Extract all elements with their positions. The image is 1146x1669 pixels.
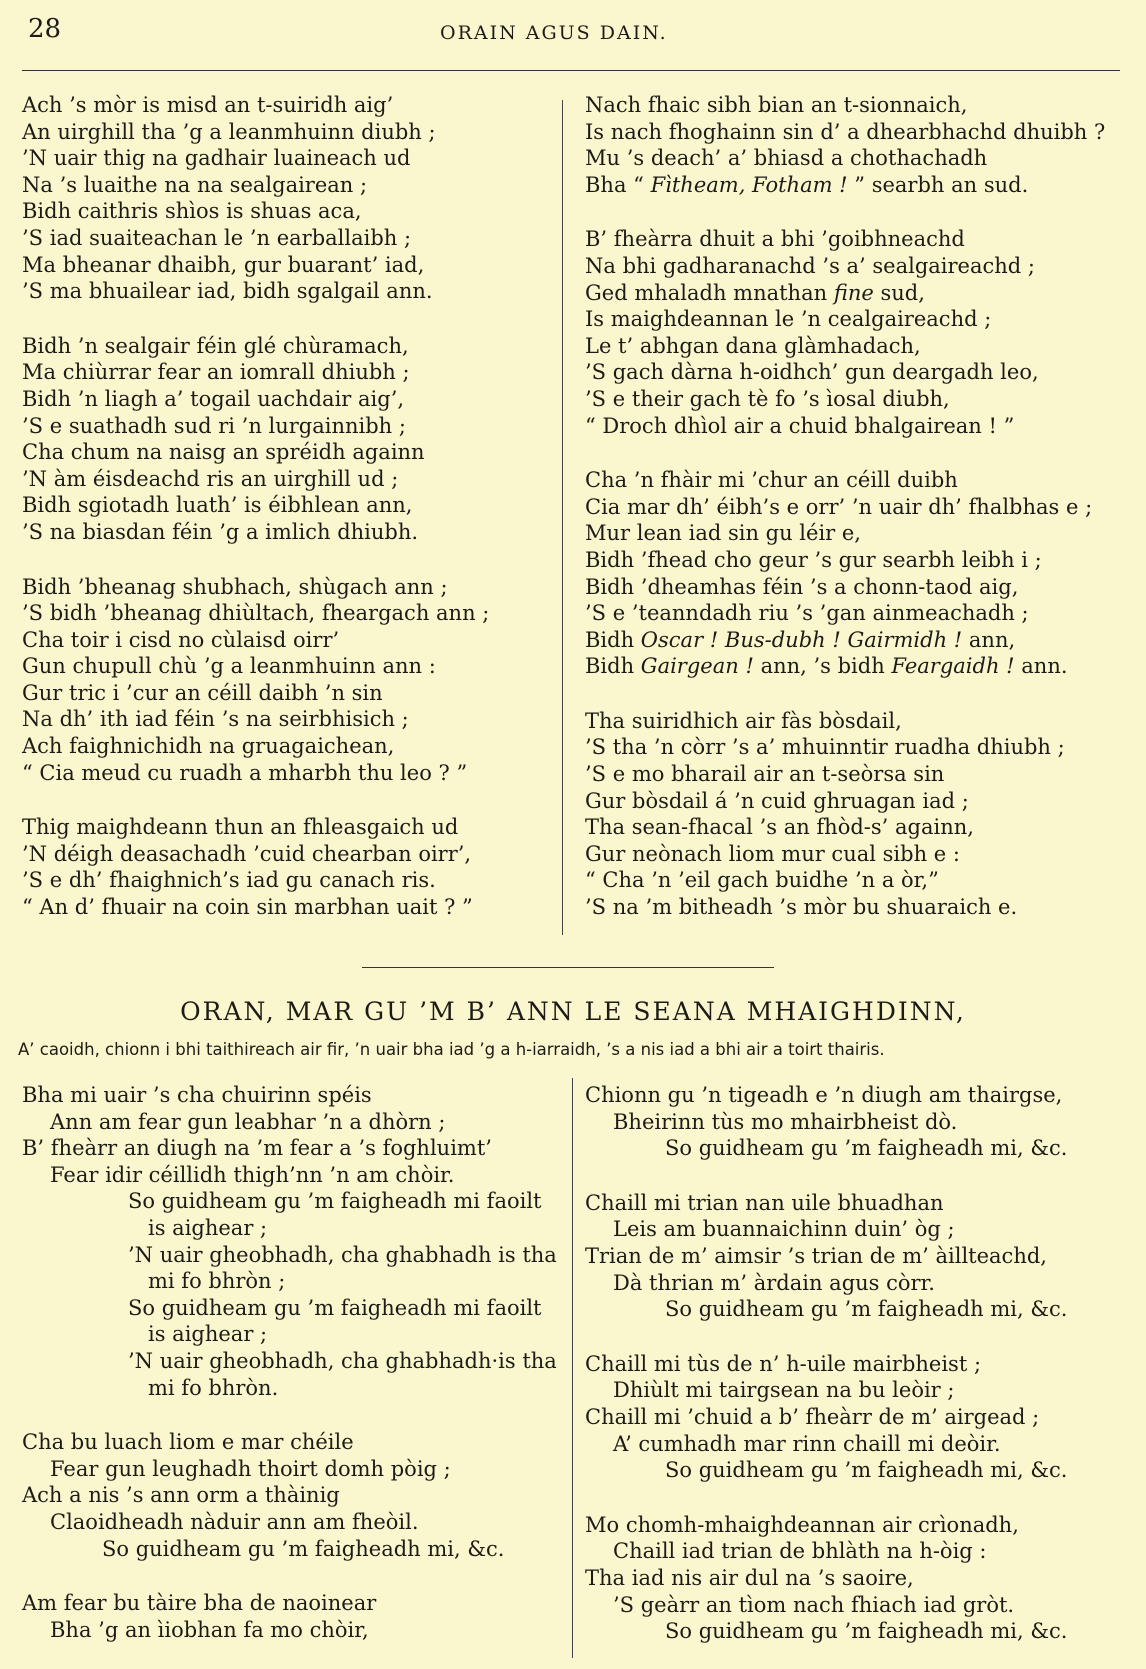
- verse-line: Dhiùlt mi tairgsean na bu leòir ;: [613, 1378, 955, 1403]
- verse-line: ’S e suathadh sud ri ’n lurgainnibh ;: [22, 413, 406, 438]
- italic-phrase: fine: [833, 280, 874, 305]
- verse-line: Bidh ’n sealgair féin glé chùramach,: [22, 333, 409, 358]
- song-subtitle: A’ caoidh, chionn i bhi taithireach air fir, ’n uair bha iad ’g a h-iarraidh, ’s a nis iad a bhi air a toirt thairis.: [18, 1040, 885, 1059]
- verse-line: Chaill mi ’chuid a b’ fheàrr de m’ airgead ;: [585, 1404, 1040, 1429]
- verse-line: Chaill mi trian nan uile bhuadhan: [585, 1190, 944, 1215]
- verse-line: Ged mhaladh mnathan fine sud,: [585, 280, 925, 305]
- stanza-gap: [22, 546, 489, 574]
- song-left-column: [22, 1082, 557, 1643]
- verse-line: Is maighdeannan le ’n cealgaireachd ;: [585, 307, 992, 332]
- verse-line: Gur bòsdail á ’n cuid ghruagan iad ;: [585, 788, 969, 813]
- column-divider: [562, 100, 563, 935]
- song-title: ORAN, MAR GU ’M B’ ANN LE SEANA MHAIGHDINN,: [180, 997, 966, 1026]
- verse-line: ’N déigh deasachadh ’cuid chearban oirr’,: [22, 841, 472, 866]
- verse-line: Claoidheadh nàduir ann am fheòil.: [50, 1509, 419, 1534]
- verse-line: Tha suiridhich air fàs bòsdail,: [585, 708, 902, 733]
- stanza-gap: [585, 680, 1105, 708]
- verse-line: Gun chupull chù ’g a leanmhuinn ann :: [22, 654, 436, 679]
- verse-line: Bha “ Fìtheam, Fotham ! ” searbh an sud.: [585, 172, 1029, 197]
- stanza-gap: [585, 198, 1105, 226]
- verse-line: Chionn gu ’n tigeadh e ’n diugh am thairgse,: [585, 1083, 1063, 1107]
- verse-line: ’N uair thig na gadhair luaineach ud: [22, 146, 411, 171]
- verse-line: Ach a nis ’s ann orm a thàinig: [22, 1483, 340, 1508]
- verse-line: Cha ’n fhàir mi ’chur an céill duibh: [585, 468, 958, 493]
- verse-line: ’S na ’m bitheadh ’s mòr bu shuaraich e.: [585, 895, 1018, 920]
- column-divider: [572, 1078, 573, 1658]
- refrain-line: So guidheam gu ’m faigheadh mi, &c.: [665, 1619, 1068, 1644]
- verse-line: ’S e mo bharail air an t-seòrsa sin: [585, 762, 945, 787]
- verse-line: Chaill mi tùs de n’ h-uile mairbheist ;: [585, 1351, 982, 1376]
- verse-line: Gur neònach liom mur cual sibh e :: [585, 841, 960, 866]
- stanza-gap: [585, 1162, 1067, 1190]
- verse-line: Cha chum na naisg an spréidh againn: [22, 440, 425, 465]
- verse-line: Ma bheanar dhaibh, gur buarant’ iad,: [22, 252, 425, 277]
- refrain-line: mi fo bhròn.: [148, 1375, 279, 1400]
- verse-line: Fear gun leughadh thoirt domh pòig ;: [50, 1456, 451, 1481]
- verse-line: ’S geàrr an tìom nach fhiach iad gròt.: [613, 1592, 1015, 1617]
- verse-line: Ann am fear gun leabhar ’n a dhòrn ;: [50, 1109, 446, 1134]
- verse-line: Fear idir céillidh thigh’nn ’n am chòir.: [50, 1162, 455, 1187]
- refrain-line: So guidheam gu ’m faigheadh mi faoilt: [128, 1189, 542, 1214]
- verse-line: Tha sean-fhacal ’s an fhòd-s’ againn,: [585, 815, 974, 840]
- verse-line: ’S gach dàrna h-oidhch’ gun deargadh leo,: [585, 360, 1039, 385]
- verse-line: Bha ’g an ìiobhan fa mo chòir,: [50, 1617, 369, 1642]
- verse-line: ’S e ’teanndadh riu ’s ’gan ainmeachadh ;: [585, 601, 1029, 626]
- refrain-line: mi fo bhròn ;: [148, 1269, 286, 1294]
- page-number: 28: [28, 14, 62, 44]
- refrain-line: So guidheam gu ’m faigheadh mi, &c.: [665, 1297, 1068, 1322]
- stanza-gap: [22, 305, 489, 333]
- verse-line: ’S iad suaiteachan le ’n earballaibh ;: [22, 225, 412, 250]
- verse-line: “ Cha ’n ’eil gach buidhe ’n a òr,”: [585, 868, 939, 893]
- verse-line: Bidh sgiotadh luath’ is éibhlean ann,: [22, 493, 413, 518]
- verse-line: ’S na biasdan féin ’g a imlich dhiubh.: [22, 519, 419, 544]
- verse-line: Na dh’ ith iad féin ’s na seirbhisich ;: [22, 707, 409, 732]
- running-title: ORAIN AGUS DAIN.: [440, 22, 668, 44]
- verse-line: Cha bu luach liom e mar chéile: [22, 1430, 354, 1455]
- stanza-gap: [585, 439, 1105, 467]
- section-rule: [362, 967, 774, 968]
- verse-line: Gur tric i ’cur an céill daibh ’n sin: [22, 680, 383, 705]
- verse-line: Bidh caithris shìos is shuas aca,: [22, 199, 362, 224]
- stanza-gap: [585, 1484, 1067, 1512]
- verse-line: Mu ’s deach’ a’ bhiasd a chothachadh: [585, 146, 988, 171]
- verse-line: Mo chomh-mhaighdeannan air crìonadh,: [585, 1512, 1019, 1537]
- verse-line: Mur lean iad sin gu léir e,: [585, 521, 861, 546]
- verse-line: Na bhi gadharanachd ’s a’ sealgaireachd ;: [585, 253, 1035, 278]
- refrain-line: So guidheam gu ’m faigheadh mi, &c.: [102, 1536, 505, 1561]
- verse-line: ’N àm éisdeachd ris an uirghill ud ;: [22, 466, 399, 491]
- verse-line: Na ’s luaithe na na sealgairean ;: [22, 172, 368, 197]
- verse-line: “ Cia meud cu ruadh a mharbh thu leo ? ”: [22, 760, 468, 785]
- refrain-line: So guidheam gu ’m faigheadh mi, &c.: [665, 1136, 1068, 1161]
- verse-line: Dà thrian m’ àrdain agus còrr.: [613, 1270, 935, 1295]
- verse-line: ’S ma bhuailear iad, bidh sgalgail ann.: [22, 279, 433, 304]
- refrain-line: is aighear ;: [148, 1322, 268, 1347]
- verse-line: Ach faighnichidh na gruagaichean,: [22, 734, 395, 759]
- header-rule: [22, 70, 1120, 71]
- stanza-gap: [22, 1562, 557, 1590]
- verse-line: Trian de m’ aimsir ’s trian de m’ àillteachd,: [585, 1243, 1047, 1268]
- poem-right-column: [585, 92, 1105, 921]
- verse-line: Ma chiùrrar fear an iomrall dhiubh ;: [22, 360, 410, 385]
- verse-line: An uirghill tha ’g a leanmhuinn diubh ;: [22, 119, 436, 144]
- refrain-line: So guidheam gu ’m faigheadh mi faoilt: [128, 1295, 542, 1320]
- verse-line: Chaill iad trian de bhlàth na h-òig :: [613, 1539, 987, 1564]
- verse-line: Bidh ’n liagh a’ togail uachdair aig’,: [22, 386, 405, 411]
- stanza-gap: [22, 786, 489, 814]
- verse-line: ’S tha ’n còrr ’s a’ mhuinntir ruadha dhiubh ;: [585, 735, 1065, 760]
- italic-phrase: Fìtheam, Fotham !: [650, 172, 848, 197]
- verse-line: Tha iad nis air dul na ’s saoire,: [585, 1565, 914, 1590]
- verse-line: B’ fheàrra dhuit a bhi ’goibhneachd: [585, 227, 965, 252]
- verse-line: Ach ’s mòr is misd an t-suiridh aig’: [22, 93, 394, 117]
- verse-line: Bidh ’fhead cho geur ’s gur searbh leibh i ;: [585, 547, 1042, 572]
- poem-left-column: [22, 92, 489, 921]
- refrain-line: is aighear ;: [148, 1215, 268, 1240]
- refrain-line: ’N uair gheobhadh, cha ghabhadh is tha: [128, 1242, 557, 1267]
- verse-line: Thig maighdeann thun an fhleasgaich ud: [22, 815, 459, 840]
- verse-line: Nach fhaic sibh bian an t-sionnaich,: [585, 93, 968, 117]
- verse-line: ’S e their gach tè fo ’s ìosal diubh,: [585, 386, 950, 411]
- italic-phrase: Gairgean !: [640, 654, 754, 679]
- stanza-gap: [585, 1323, 1067, 1351]
- stanza-gap: [22, 1401, 557, 1429]
- verse-line: Cia mar dh’ éibh’s e orr’ ’n uair dh’ fhalbhas e ;: [585, 494, 1093, 519]
- italic-phrase: Feargaidh !: [891, 654, 1015, 679]
- verse-line: Am fear bu tàire bha de naoinear: [22, 1591, 377, 1616]
- italic-phrase: Oscar ! Bus-dubh ! Gairmidh !: [640, 627, 963, 652]
- verse-line: Cha toir i cisd no cùlaisd oirr’: [22, 627, 340, 652]
- verse-line: B’ fheàrr an diugh na ’m fear a ’s foghluimt’: [22, 1136, 492, 1161]
- song-right-column: [585, 1082, 1067, 1645]
- verse-line: Bha mi uair ’s cha chuirinn spéis: [22, 1083, 372, 1107]
- verse-line: “ Droch dhìol air a chuid bhalgairean ! ”: [585, 413, 1015, 438]
- verse-line: Is nach fhoghainn sin d’ a dhearbhachd dhuibh ?: [585, 119, 1106, 144]
- verse-line: “ An d’ fhuair na coin sin marbhan uait ? ”: [22, 895, 473, 920]
- verse-line: A’ cumhadh mar rinn chaill mi deòir.: [613, 1431, 1001, 1456]
- verse-line: ’S e dh’ fhaighnich’s iad gu canach ris.: [22, 868, 436, 893]
- verse-line: Leis am buannaichinn duin’ òg ;: [613, 1217, 955, 1242]
- verse-line: ’S bidh ’bheanag dhiùltach, fheargach ann ;: [22, 601, 490, 626]
- verse-line: Bidh Oscar ! Bus-dubh ! Gairmidh ! ann,: [585, 627, 1016, 652]
- verse-line: Bheirinn tùs mo mhairbheist dò.: [613, 1109, 958, 1134]
- verse-line: Bidh Gairgean ! ann, ’s bidh Feargaidh ! ann.: [585, 654, 1068, 679]
- verse-line: Le t’ abhgan dana glàmhadach,: [585, 333, 921, 358]
- verse-line: Bidh ’dheamhas féin ’s a chonn-taod aig,: [585, 574, 1019, 599]
- verse-line: Bidh ’bheanag shubhach, shùgach ann ;: [22, 574, 448, 599]
- refrain-line: So guidheam gu ’m faigheadh mi, &c.: [665, 1458, 1068, 1483]
- refrain-line: ’N uair gheobhadh, cha ghabhadh·is tha: [128, 1348, 557, 1373]
